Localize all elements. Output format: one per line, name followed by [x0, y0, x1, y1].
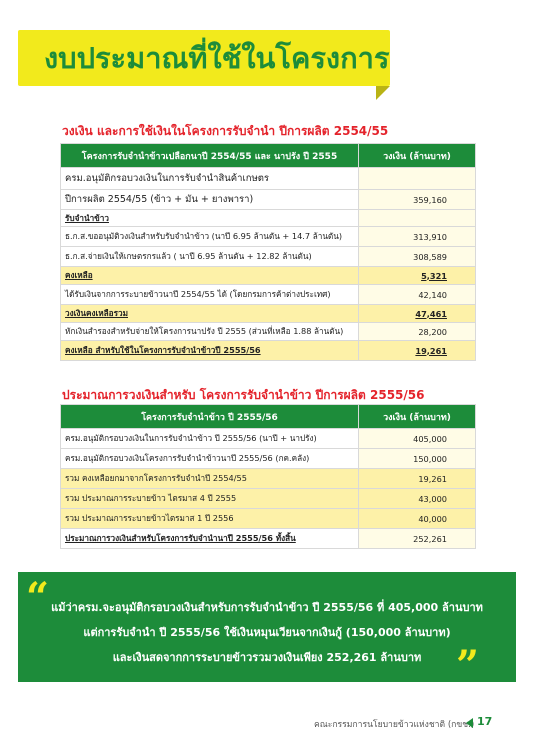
table-header-row — [61, 405, 476, 429]
col-amount-header: วงเงิน (ล้านบาท) — [359, 144, 476, 168]
quote-line-1: แม้ว่าครม.จะอนุมัติกรอบวงเงินสำหรับการรับจำนำข้าว ปี 2555/56 ที่ 405,000 ล้านบาท — [51, 601, 483, 614]
row-value — [359, 168, 476, 190]
close-quote-icon: ” — [456, 642, 480, 689]
col-project-header: โครงการรับจำนำข้าวเปลือกนาปี 2554/55 และ นาปรัง ปี 2555 — [61, 144, 359, 168]
row-label: ครม.อนุมัติกรอบวงเงินโครงการรับจำนำข้าวนาปี 2555/56 (กค.คลัง) — [61, 449, 359, 469]
col-project-header: โครงการรับจำนำข้าว ปี 2555/56 — [61, 405, 359, 429]
row-label: คงเหลือ สำหรับใช้ในโครงการรับจำนำข้าวปี 2555/56 — [61, 341, 359, 361]
page-arrow-icon — [466, 718, 473, 728]
row-value: 47,461 — [359, 305, 476, 323]
row-value: 150,000 — [359, 449, 476, 469]
row-value: 405,000 — [359, 429, 476, 449]
table-row — [61, 429, 476, 449]
table-row — [61, 190, 476, 210]
page-number: 17 — [477, 715, 493, 728]
row-value — [359, 210, 476, 227]
row-value: 308,589 — [359, 247, 476, 267]
footer-text: คณะกรรมการนโยบายข้าวแห่งชาติ (กขช.) — [314, 720, 475, 730]
table-row — [61, 267, 476, 285]
row-label: ปีการผลิต 2554/55 (ข้าว + มัน + ยางพารา) — [61, 190, 359, 210]
row-label: ได้รับเงินจากการระบายข้าวนาปี 2554/55 ได้ (โดยกรมการค้าต่างประเทศ) — [61, 285, 359, 305]
col-amount-header: วงเงิน (ล้านบาท) — [359, 405, 476, 429]
row-label: ธ.ก.ส.จ่ายเงินให้เกษตรกรแล้ว ( นาปี 6.95 ล้านตัน + 12.82 ล้านตัน) — [61, 247, 359, 267]
row-label: ครม.อนุมัติกรอบวงเงินในการรับจำนำข้าว ปี 2555/56 (นาปี + นาปรัง) — [61, 429, 359, 449]
banner-fold — [376, 86, 390, 100]
table-row — [61, 285, 476, 305]
section2-title: ประมาณการวงเงินสำหรับ โครงการรับจำนำข้าว ปีการผลิต 2555/56 — [62, 388, 425, 402]
table-row — [61, 469, 476, 489]
quote-line-3: และเงินสดจากการระบายข้าวรวมวงเงินเพียง 252,261 ล้านบาท — [112, 651, 422, 664]
row-label: รวม ประมาณการระบายข้าว ไตรมาส 4 ปี 2555 — [61, 489, 359, 509]
row-label: รับจำนำข้าว — [61, 210, 359, 227]
row-value: 28,200 — [359, 323, 476, 341]
table-row — [61, 247, 476, 267]
title-banner — [18, 30, 390, 86]
row-label: หักเงินสำรองสำหรับจ่ายให้โครงการนาปรัง ปี 2555 (ส่วนที่เหลือ 1.88 ล้านตัน) — [61, 323, 359, 341]
table-row — [61, 529, 476, 549]
table-row — [61, 168, 476, 190]
table-row — [61, 210, 476, 227]
row-label: วงเงินคงเหลือรวม — [61, 305, 359, 323]
quote-line-2: แต่การรับจำนำ ปี 2555/56 ใช้เงินหมุนเวียนจากเงินกู้ (150,000 ล้านบาท) — [83, 626, 451, 639]
row-label: ประมาณการวงเงินสำหรับโครงการรับจำนำนาปี 2555/56 ทั้งสิ้น — [61, 529, 359, 549]
row-value: 5,321 — [359, 267, 476, 285]
row-value: 42,140 — [359, 285, 476, 305]
row-value: 40,000 — [359, 509, 476, 529]
budget-2555-table — [60, 404, 476, 549]
row-value: 43,000 — [359, 489, 476, 509]
row-value: 19,261 — [359, 341, 476, 361]
table-row — [61, 323, 476, 341]
page-title: งบประมาณที่ใช้ในโครงการ — [44, 41, 390, 75]
open-quote-icon: “ — [26, 574, 50, 621]
table-header-row — [61, 144, 476, 168]
row-value: 359,160 — [359, 190, 476, 210]
row-value: 19,261 — [359, 469, 476, 489]
table-row — [61, 305, 476, 323]
row-label: รวม ประมาณการระบายข้าวไตรมาส 1 ปี 2556 — [61, 509, 359, 529]
section1-title: วงเงิน และการใช้เงินในโครงการรับจำนำ ปีการผลิต 2554/55 — [62, 124, 389, 138]
row-value: 313,910 — [359, 227, 476, 247]
table-row — [61, 509, 476, 529]
summary-quote-box — [18, 572, 516, 689]
table-row — [61, 449, 476, 469]
table-row — [61, 227, 476, 247]
row-label: ครม.อนุมัติกรอบวงเงินในการรับจำนำสินค้าเกษตร — [61, 168, 359, 190]
table-row — [61, 341, 476, 361]
row-label: คงเหลือ — [61, 267, 359, 285]
budget-2554-table — [60, 143, 476, 361]
table-row — [61, 489, 476, 509]
row-label: รวม คงเหลือยกมาจากโครงการรับจำนำปี 2554/55 — [61, 469, 359, 489]
row-label: ธ.ก.ส.ขออนุมัติวงเงินสำหรับรับจำนำข้าว (นาปี 6.95 ล้านตัน + 14.7 ล้านตัน) — [61, 227, 359, 247]
row-value: 252,261 — [359, 529, 476, 549]
